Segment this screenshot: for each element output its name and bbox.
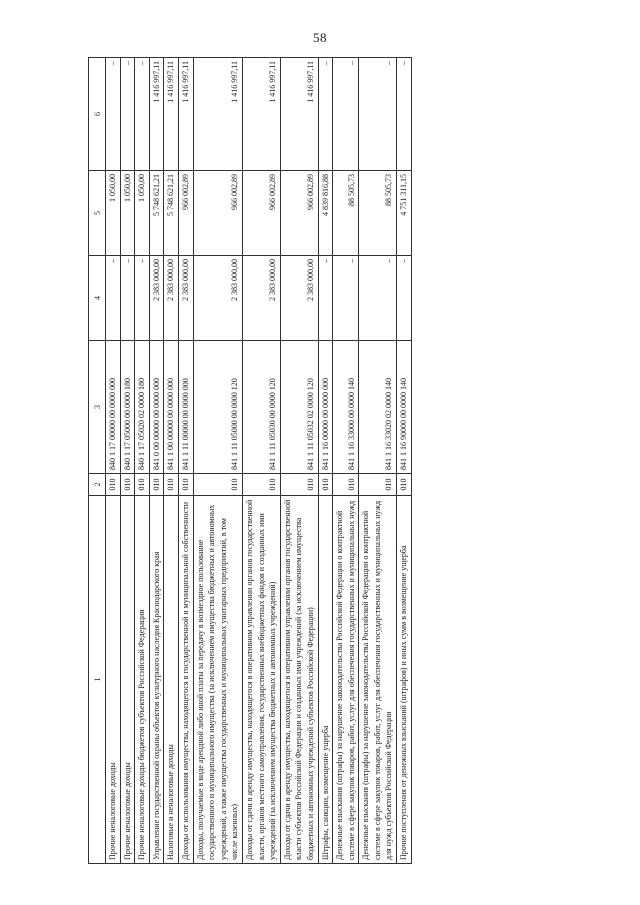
row-name-cell: Денежные взыскания (штрафы) за нарушение законодательства Российской Федерации о контрактной системе в сфере закупок товаров, работ, услуг для обеспечения государственных и муниципальных нужд bbox=[333, 496, 359, 864]
table-header-row bbox=[89, 58, 106, 864]
row-value-col4-cell: – bbox=[359, 256, 397, 341]
row-value-col6-cell: – bbox=[106, 58, 121, 171]
rotated-table-container bbox=[88, 58, 558, 864]
row-value-col4-cell: – bbox=[333, 256, 359, 341]
row-value-col6-cell: 1 416 997,11 bbox=[178, 58, 193, 171]
row-value-col4-cell: – bbox=[318, 256, 333, 341]
row-value-col4-cell: 2 383 000,00 bbox=[178, 256, 193, 341]
row-name-cell: Доходы от сдачи в аренду имущества, находящегося в оперативном управлении органов государственной власти субъектов Российской Федерации и созданных ими учреждений (за исключением имущества бюджетных и автономных учреждений субъектов Российской Федерации) bbox=[280, 496, 318, 864]
row-budget-code-cell: 841 1 11 00000 00 0000 000 bbox=[178, 341, 193, 474]
income-table bbox=[88, 57, 412, 864]
row-name-cell: Налоговые и неналоговые доходы bbox=[164, 496, 179, 864]
column-header: 4 bbox=[89, 256, 106, 341]
row-name-cell: Прочие неналоговые доходы bbox=[106, 496, 121, 864]
row-value-col5-cell: 966 002,89 bbox=[178, 171, 193, 256]
row-name-cell: Прочие поступления от денежных взысканий (штрафов) и иных сумм в возмещение ущерба bbox=[397, 496, 412, 864]
row-value-col5-cell: 5 748 621,21 bbox=[149, 171, 164, 256]
row-value-col5-cell: 1 050,00 bbox=[106, 171, 121, 256]
row-value-col5-cell: 5 748 621,21 bbox=[164, 171, 179, 256]
row-line-code-cell: 010 bbox=[120, 474, 135, 496]
row-value-col4-cell: – bbox=[106, 256, 121, 341]
row-value-col5-cell: 4 751 311,15 bbox=[397, 171, 412, 256]
row-value-col4-cell: – bbox=[135, 256, 150, 341]
row-value-col6-cell: 1 416 997,11 bbox=[242, 58, 280, 171]
row-line-code-cell: 010 bbox=[149, 474, 164, 496]
row-value-col5-cell: 4 839 816,88 bbox=[318, 171, 333, 256]
row-value-col6-cell: – bbox=[397, 58, 412, 171]
row-budget-code-cell: 841 1 16 33020 02 0000 140 bbox=[359, 341, 397, 474]
row-value-col6-cell: 1 416 997,11 bbox=[193, 58, 242, 171]
row-value-col6-cell: – bbox=[318, 58, 333, 171]
row-value-col4-cell: 2 383 000,00 bbox=[149, 256, 164, 341]
table-row bbox=[135, 58, 150, 864]
column-header: 2 bbox=[89, 474, 106, 496]
row-line-code-cell: 010 bbox=[242, 474, 280, 496]
row-name-cell: Доходы от использования имущества, находящегося в государственной и муниципальной собственности bbox=[178, 496, 193, 864]
row-value-col5-cell: 88 505,73 bbox=[359, 171, 397, 256]
column-header: 3 bbox=[89, 341, 106, 474]
column-header: 5 bbox=[89, 171, 106, 256]
row-name-cell: Прочие неналоговые доходы bbox=[120, 496, 135, 864]
row-value-col5-cell: 1 050,00 bbox=[135, 171, 150, 256]
row-name-cell: Доходы, получаемые в виде арендной либо иной платы за передачу в возмездное пользование государственного и муниципального имущества (за исключением имущества бюджетных и автономных учреждений, а также имущества государственных и муниципальных унитарных предприятий, в том числе казенных) bbox=[193, 496, 242, 864]
row-budget-code-cell: 841 1 16 90000 00 0000 140 bbox=[397, 341, 412, 474]
row-value-col6-cell: 1 416 997,11 bbox=[149, 58, 164, 171]
row-value-col6-cell: – bbox=[120, 58, 135, 171]
row-budget-code-cell: 841 1 16 00000 00 0000 000 bbox=[318, 341, 333, 474]
row-value-col5-cell: 966 002,89 bbox=[193, 171, 242, 256]
row-line-code-cell: 010 bbox=[333, 474, 359, 496]
table-row bbox=[164, 58, 179, 864]
row-value-col5-cell: 966 002,89 bbox=[242, 171, 280, 256]
row-value-col6-cell: – bbox=[333, 58, 359, 171]
row-value-col4-cell: 2 383 000,00 bbox=[242, 256, 280, 341]
row-value-col5-cell: 1 050,00 bbox=[120, 171, 135, 256]
row-line-code-cell: 010 bbox=[397, 474, 412, 496]
row-line-code-cell: 010 bbox=[193, 474, 242, 496]
row-budget-code-cell: 841 1 11 05032 02 0000 120 bbox=[280, 341, 318, 474]
row-value-col6-cell: – bbox=[359, 58, 397, 171]
row-value-col6-cell: 1 416 997,11 bbox=[280, 58, 318, 171]
table-row bbox=[280, 58, 318, 864]
row-name-cell: Штрафы, санкции, возмещение ущерба bbox=[318, 496, 333, 864]
column-header: 1 bbox=[89, 496, 106, 864]
row-budget-code-cell: 841 0 00 00000 00 0000 000 bbox=[149, 341, 164, 474]
row-line-code-cell: 010 bbox=[359, 474, 397, 496]
table-row bbox=[242, 58, 280, 864]
column-header: 6 bbox=[89, 58, 106, 171]
table-row bbox=[106, 58, 121, 864]
row-budget-code-cell: 841 1 11 05000 00 0000 120 bbox=[193, 341, 242, 474]
table-row bbox=[120, 58, 135, 864]
row-value-col5-cell: 966 002,89 bbox=[280, 171, 318, 256]
row-line-code-cell: 010 bbox=[135, 474, 150, 496]
row-budget-code-cell: 840 1 17 05020 02 0000 180 bbox=[135, 341, 150, 474]
row-value-col5-cell: 88 505,73 bbox=[333, 171, 359, 256]
table-row bbox=[178, 58, 193, 864]
table-row bbox=[333, 58, 359, 864]
row-value-col6-cell: 1 416 997,11 bbox=[164, 58, 179, 171]
table-row bbox=[397, 58, 412, 864]
row-name-cell: Денежные взыскания (штрафы) за нарушение законодательства Российской Федерации о контрактной системе в сфере закупок товаров, работ, услуг для обеспечения государственных и муниципальных нужд для нужд субъектов Российской Федерации bbox=[359, 496, 397, 864]
table-row bbox=[193, 58, 242, 864]
row-line-code-cell: 010 bbox=[280, 474, 318, 496]
row-name-cell: Управление государственной охраны объектов культурного наследия Краснодарского края bbox=[149, 496, 164, 864]
row-value-col6-cell: – bbox=[135, 58, 150, 171]
row-value-col4-cell: – bbox=[397, 256, 412, 341]
table-row bbox=[359, 58, 397, 864]
row-budget-code-cell: 840 1 17 00000 00 0000 000 bbox=[106, 341, 121, 474]
row-line-code-cell: 010 bbox=[164, 474, 179, 496]
row-value-col4-cell: 2 383 000,00 bbox=[193, 256, 242, 341]
table-row bbox=[149, 58, 164, 864]
table-body bbox=[106, 58, 412, 864]
row-line-code-cell: 010 bbox=[178, 474, 193, 496]
row-budget-code-cell: 841 1 11 05030 00 0000 120 bbox=[242, 341, 280, 474]
margin-mark: , bbox=[120, 812, 122, 821]
row-budget-code-cell: 841 1 00 00000 00 0000 000 bbox=[164, 341, 179, 474]
row-value-col4-cell: 2 383 000,00 bbox=[164, 256, 179, 341]
row-value-col4-cell: 2 383 000,00 bbox=[280, 256, 318, 341]
row-name-cell: Доходы от сдачи в аренду имущества, находящегося в оперативном управлении органов государственной власти, органов местного самоуправления, государственных внебюджетных фондов и созданных ими учреждений (за исключением имущества бюджетных и автономных учреждений) bbox=[242, 496, 280, 864]
row-budget-code-cell: 841 1 16 33000 00 0000 140 bbox=[333, 341, 359, 474]
row-name-cell: Прочие неналоговые доходы бюджетов субъектов Российской Федерации bbox=[135, 496, 150, 864]
page-number: 58 bbox=[313, 30, 327, 45]
row-budget-code-cell: 840 1 17 05000 00 0000 180 bbox=[120, 341, 135, 474]
table-row bbox=[318, 58, 333, 864]
row-line-code-cell: 010 bbox=[106, 474, 121, 496]
row-value-col4-cell: – bbox=[120, 256, 135, 341]
row-line-code-cell: 010 bbox=[318, 474, 333, 496]
